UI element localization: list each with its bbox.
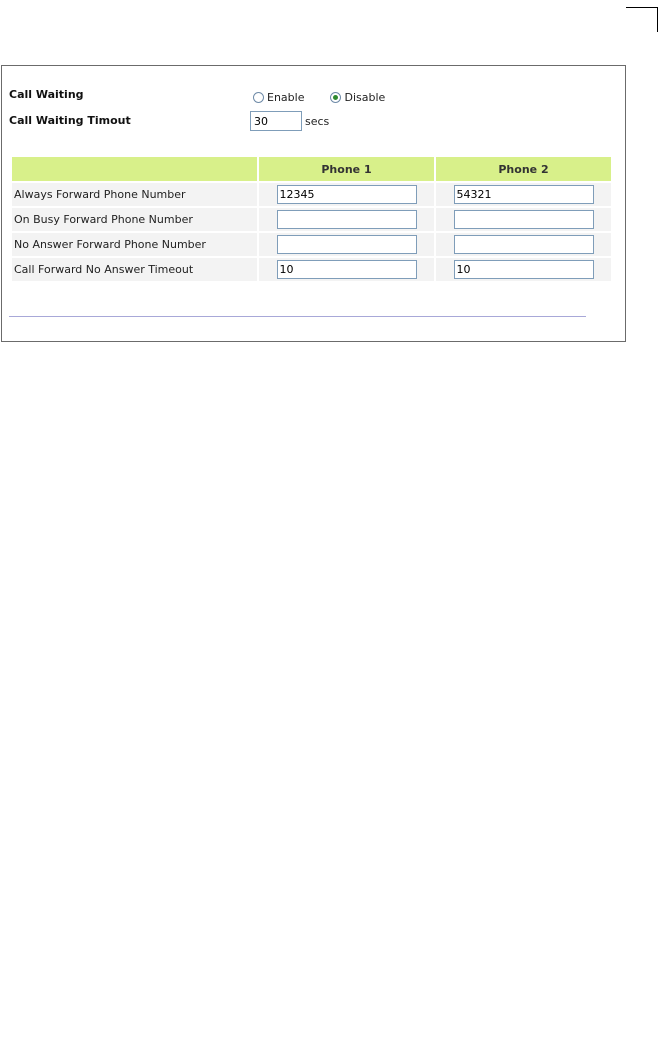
no-answer-forward-phone1-input[interactable] (277, 235, 417, 254)
no-answer-timeout-phone2-input[interactable] (454, 260, 594, 279)
bottom-divider (9, 316, 586, 317)
call-waiting-enable-radio[interactable] (253, 92, 264, 103)
always-forward-phone1-input[interactable] (277, 185, 417, 204)
call-waiting-label: Call Waiting (9, 88, 84, 101)
no-answer-forward-phone2-input[interactable] (454, 235, 594, 254)
call-waiting-disable-radio[interactable] (330, 92, 341, 103)
call-waiting-timeout-label: Call Waiting Timout (9, 114, 131, 127)
call-waiting-disable-label[interactable]: Disable (344, 90, 386, 104)
call-waiting-timeout-unit: secs (305, 115, 330, 128)
call-waiting-enable-label[interactable]: Enable (267, 90, 305, 104)
on-busy-forward-phone1-input[interactable] (277, 210, 417, 229)
table-row (12, 208, 611, 231)
table-row (12, 233, 611, 256)
table-header-phone-1: Phone 1 (259, 157, 434, 181)
always-forward-label: Always Forward Phone Number (12, 183, 257, 206)
on-busy-forward-phone2-input[interactable] (454, 210, 594, 229)
table-row (12, 183, 611, 206)
always-forward-phone2-input[interactable] (454, 185, 594, 204)
table-header-phone-2: Phone 2 (436, 157, 611, 181)
call-settings-panel (1, 65, 626, 342)
corner-mark-vertical (657, 7, 658, 32)
no-answer-timeout-label: Call Forward No Answer Timeout (12, 258, 257, 281)
call-waiting-radio-group (253, 90, 411, 104)
on-busy-forward-label: On Busy Forward Phone Number (12, 208, 257, 231)
no-answer-timeout-phone1-input[interactable] (277, 260, 417, 279)
call-waiting-timeout-input[interactable] (250, 111, 302, 131)
table-row (12, 258, 611, 281)
table-header-row (12, 157, 611, 181)
no-answer-forward-label: No Answer Forward Phone Number (12, 233, 257, 256)
call-forward-table (10, 155, 613, 283)
corner-mark-horizontal (626, 7, 657, 8)
page-corner-mark (626, 0, 658, 32)
table-header-blank (12, 157, 257, 181)
